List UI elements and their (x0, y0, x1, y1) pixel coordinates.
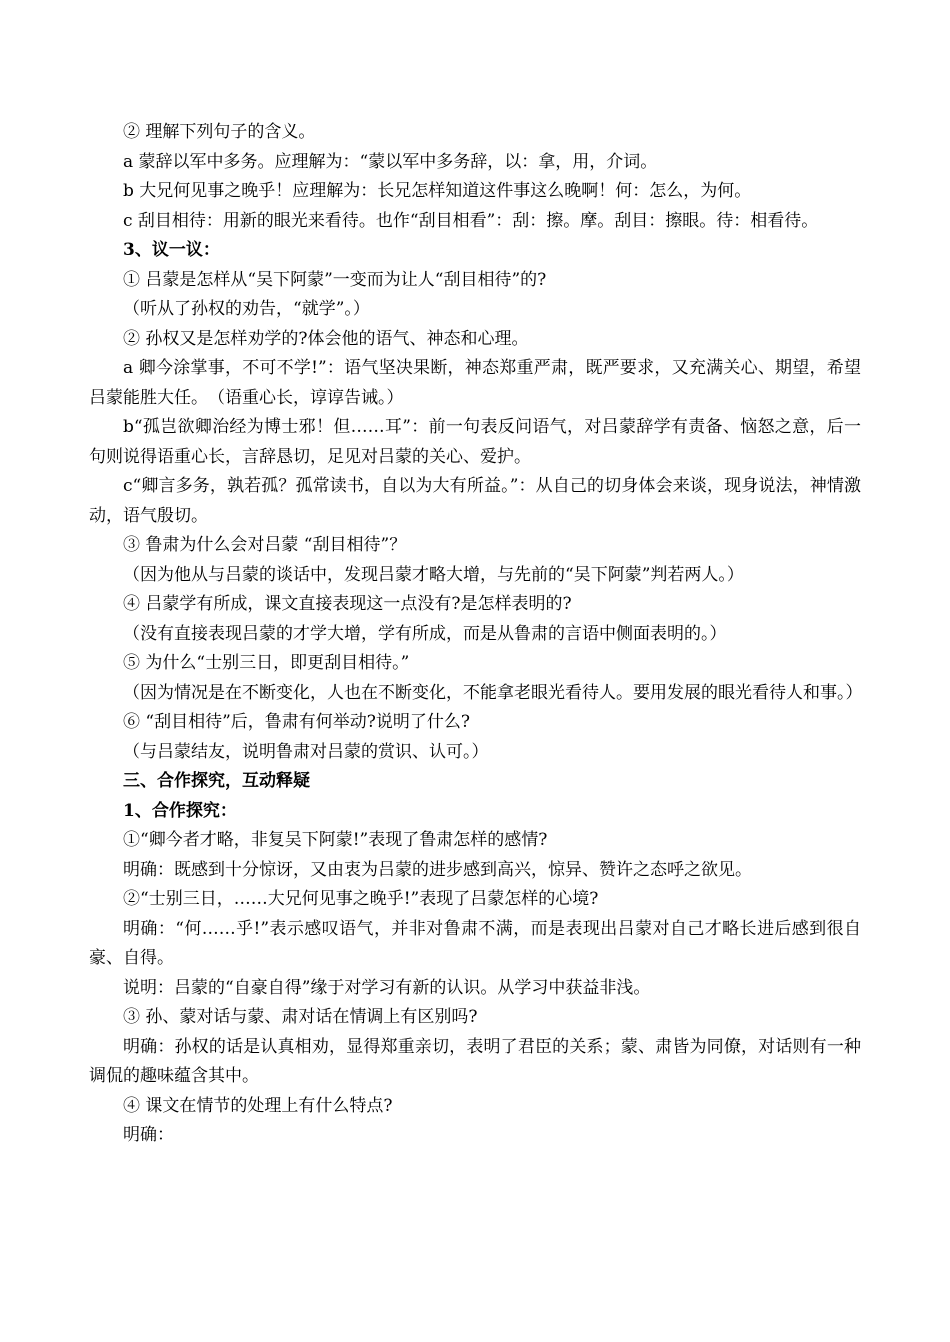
answer: 明确：“何……乎!”表示感叹语气，并非对鲁肃不满，而是表现出吕蒙对自己才略长进后感到很自豪、自得。 (89, 918, 861, 968)
question: ②“士别三日，……大兄何见事之晚乎!”表现了吕蒙怎样的心境? (123, 889, 599, 909)
paragraph: 说明：吕蒙的“自豪自得”缘于对学习有新的认识。从学习中获益非浅。 (123, 977, 651, 998)
section-heading: 三、合作探究，互动释疑 (123, 771, 310, 791)
question: ⑤ 为什么“士别三日，即更刮目相待。” (123, 653, 410, 673)
question: ①“卿今者才略，非复吴下阿蒙!”表现了鲁肃怎样的感情? (123, 830, 548, 850)
answer: 明确：既感到十分惊讶，又由衷为吕蒙的进步感到高兴，惊异、赞许之态呼之欲见。 (123, 859, 752, 880)
paragraph: a 蒙辞以军中多务。应理解为：“蒙以军中多务辞，以：拿，用，介词。 (123, 151, 658, 172)
question: ④ 课文在情节的处理上有什么特点? (123, 1095, 393, 1116)
answer: （听从了孙权的劝告，“就学”。） (123, 299, 370, 319)
paragraph: ② 理解下列句子的含义。 (123, 122, 316, 142)
document-body (89, 118, 861, 1151)
paragraph: c 刮目相待：用新的眼光来看待。也作“刮目相看”：刮：擦。摩。刮目：擦眼。待：相看待。 (123, 210, 819, 231)
answer: 明确： (123, 1125, 174, 1145)
answer: （因为情况是在不断变化，人也在不断变化，不能拿老眼光看待人。要用发展的眼光看待人和事。） (123, 682, 863, 703)
paragraph: a 卿今涂掌事，不可不学!”：语气坚决果断，神态郑重严肃，既严要求，又充满关心、期望，希望吕蒙能胜大任。 （语重心长，谆谆告诫。） (89, 358, 861, 408)
answer: 明确：孙权的话是认真相劝，显得郑重亲切，表明了君臣的关系；蒙、肃皆为同僚，对话则有一种调侃的趣味蕴含其中。 (89, 1036, 861, 1086)
paragraph: b 大兄何见事之晚乎！应理解为：长兄怎样知道这件事这么晚啊！何：怎么，为何。 (123, 181, 752, 201)
answer: （与吕蒙结友，说明鲁肃对吕蒙的赏识、认可。） (123, 741, 489, 762)
paragraph: b“孤岂欲卿治经为博士邪！但……耳”：前一句表反问语气，对吕蒙辞学有责备、恼怒之意，后一句则说得语重心长，言辞恳切，足见对吕蒙的关心、爱护。 (89, 417, 861, 467)
question: ④ 吕蒙学有所成，课文直接表现这一点没有?是怎样表明的? (123, 594, 572, 614)
question: ③ 孙、蒙对话与蒙、肃对话在情调上有区别吗? (123, 1007, 478, 1027)
question: ⑥ “刮目相待”后，鲁肃有何举动?说明了什么? (123, 712, 471, 732)
paragraph: c“卿言多务，孰若孤？孤常读书，自以为大有所益。”：从自己的切身体会来谈，现身说法，神情激动，语气殷切。 (89, 476, 861, 526)
question: ③ 鲁肃为什么会对吕蒙 “刮目相待”？ (123, 535, 407, 555)
section-heading: 3、议一议： (123, 240, 220, 260)
question: ② 孙权又是怎样劝学的?体会他的语气、神态和心理。 (123, 328, 529, 349)
answer: （没有直接表现吕蒙的才学大增，学有所成，而是从鲁肃的言语中侧面表明的。） (123, 623, 727, 644)
question: ① 吕蒙是怎样从“吴下阿蒙”一变而为让人“刮目相待”的? (123, 269, 547, 290)
section-heading: 1、合作探究： (123, 800, 237, 821)
answer: （因为他从与吕蒙的谈话中，发现吕蒙才略大增，与先前的“吴下阿蒙”判若两人。） (123, 564, 744, 585)
